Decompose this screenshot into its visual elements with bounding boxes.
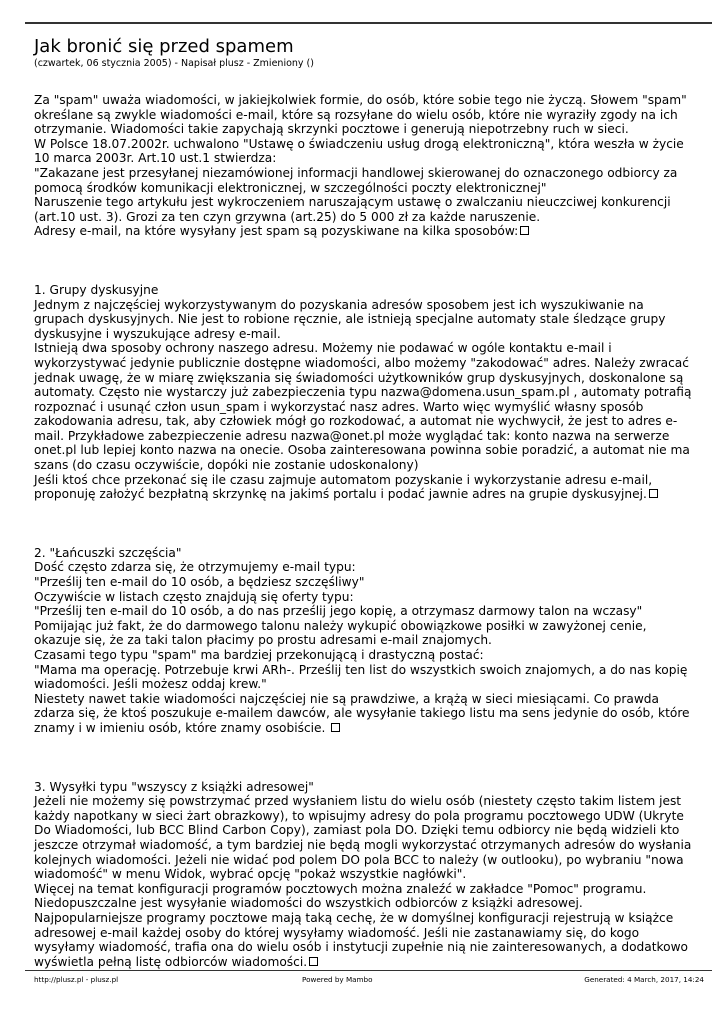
section-paragraph: "Prześlij ten e-mail do 10 osób, a do nas prześlij jego kopię, a otrzymasz darmowy talon na wczasy": [34, 604, 643, 619]
spacer: [34, 239, 694, 283]
intro-paragraph: [34, 224, 694, 239]
section-paragraph: Niedopuszczalne jest wysyłanie wiadomości do wszystkich odbiorców z książki adresowej.: [34, 896, 583, 911]
section-paragraph: [34, 911, 694, 969]
section-paragraph: "Mama ma operację. Potrzebuje krwi ARh-. Prześlij ten list do wszystkich swoich znajomych, a do nas kopię wiadomości. Jeśli możesz oddaj krew.": [34, 662, 688, 692]
section-paragraph: Jednym z najczęściej wykorzystywanym do pozyskania adresów sposobem jest ich wyszukiwanie na grupach dyskusyjnych. Nie jest to robione ręcznie, ale istnieją specjalne automaty stale śledzące grupy dyskusyjne i wyszukujące adresy e-mail.: [34, 297, 666, 341]
section-paragraph: Jeżeli nie możemy się powstrzymać przed wysłaniem listu do wielu osób (niestety często takim listem jest każdy napotkany w sieci żart obrazkowy), to wpisujmy adresy do pola programu pocztowego UDW (Ukryte Do Wiadomości, lub BCC Blind Carbon Copy), zamiast pola DO. Dzięki temu odbiorcy nie będą widzieli kto jeszcze otrzymał wiadomość, a tym bardziej nie będą mogli wykorzystać otrzymanych adresów do wysłania kolejnych wiadomości. Jeżeli nie widać pod polem DO pola BCC to należy (w outlooku), po wybraniu "nowa wiadomość" w menu Widok, wybrać opcję "pokaż wszystkie nagłówki".: [34, 794, 692, 882]
article-header: [34, 36, 704, 70]
section-paragraph: Dość często zdarza się, że otrzymujemy e-mail typu:: [34, 560, 356, 575]
section-heading: 3. Wysyłki typu "wszyscy z książki adresowej": [34, 779, 314, 794]
section-heading: 1. Grupy dyskusyjne: [34, 282, 159, 297]
article-meta: (czwartek, 06 stycznia 2005) - Napisał plusz - Zmieniony (): [34, 58, 314, 69]
placeholder-box-icon: [309, 957, 318, 966]
top-rule: [25, 22, 712, 24]
section-paragraph: [34, 692, 694, 736]
spacer: [34, 736, 694, 780]
placeholder-box-icon: [331, 723, 340, 732]
intro-section: [34, 93, 694, 239]
intro-paragraph: Za "spam" uważa wiadomości, w jakiejkolwiek formie, do osób, które sobie tego nie życzą. Słowem "spam" określane są zwykle wiadomości e-mail, które są rozsyłane do wielu osób, które nie wyraziły zgody na ich otrzymanie. Wiadomości takie zapychają skrzynki pocztowe i generują niepotrzebny ruch w sieci.: [34, 93, 687, 137]
section-paragraph-text: Niestety nawet takie wiadomości najczęściej nie są prawdziwe, a krążą w sieci miesiącami. Co prawda zdarza się, że ktoś poszukuje e-mailem dawców, ale wysyłanie takiego listu ma sens jedynie do osób, które znamy i w imieniu osób, które znamy osobiście.: [34, 691, 690, 735]
section-paragraph: [34, 473, 694, 502]
footer-site-link[interactable]: http://plusz.pl - plusz.pl: [34, 975, 119, 984]
section-discussion-groups: [34, 283, 694, 502]
section-paragraph-text: Najpopularniejsze programy pocztowe mają taką cechę, że w domyślnej konfiguracji rejestrują w książce adresowej e-mail każdej osoby do której wysyłamy wiadomość. Jeśli nie zastanawiamy się, do kogo wysyłamy wiadomość, trafia ona do wielu osób i instytucji zupełnie nią nie zainteresowanych, a dodatkowo wyświetla pełną listę odbiorców wiadomości.: [34, 910, 689, 969]
footer-generated-date: Generated: 4 March, 2017, 14:24: [584, 975, 704, 984]
intro-paragraph: W Polsce 18.07.2002r. uchwalono "Ustawę o świadczeniu usług drogą elektroniczną", która weszła w życie 10 marca 2003r. Art.10 ust.1 stwierdza:: [34, 136, 684, 166]
section-paragraph: Czasami tego typu "spam" ma bardziej przekonującą i drastyczną postać:: [34, 648, 484, 662]
placeholder-box-icon: [649, 489, 658, 498]
bottom-rule: [25, 970, 712, 971]
section-paragraph: Oczywiście w listach często znajdują się oferty typu:: [34, 589, 354, 604]
section-paragraph: Więcej na temat konfiguracji programów pocztowych można znaleźć w zakładce "Pomoc" programu.: [34, 881, 647, 896]
placeholder-box-icon: [520, 226, 529, 235]
section-address-book: [34, 780, 694, 970]
section-paragraph: "Prześlij ten e-mail do 10 osób, a będziesz szczęśliwy": [34, 575, 365, 590]
footer-powered-by: Powered by Mambo: [302, 975, 373, 984]
spacer: [34, 502, 694, 546]
section-paragraph: Pomijając już fakt, że do darmowego talonu należy wykupić obowiązkowe posiłki w zawyżonej cenie, okazuje się, że za taki talon płacimy po prostu adresami e-mail znajomych.: [34, 618, 647, 648]
section-paragraph: Istnieją dwa sposoby ochrony naszego adresu. Możemy nie podawać w ogóle kontaktu e-mail i wykorzystywać jedynie publicznie dostępne wiadomości, albo możemy "zakodować" adres. Należy zwracać jednak uwagę, że w miarę zwiększania się świadomości użytkowników grup dyskusyjnych, doskonalone są automaty. Często nie wystarczy już zabezpieczenia typu nazwa@domena.usun_spam.pl , automaty potrafią rozpoznać i usunąć człon usun_spam i wykorzystać nasz adres. Warto więc wymyślić własny sposób zakodowania adresu, tak, aby człowiek mógł go rozkodować, a automat nie wychwycił, że jest to adres e-mail. Przykładowe zabezpieczenie adresu nazwa@onet.pl może wyglądać tak: konto nazwa na serwerze onet.pl lub lepiej konto nazwa na onecie. Osoba zainteresowana powinna sobie poradzić, a automat nie ma szans (do czasu oczywiście, dopóki nie zostanie udoskonalony): [34, 341, 692, 473]
intro-paragraph: Naruszenie tego artykułu jest wykroczeniem naruszającym ustawę o zwalczaniu nieuczciwej konkurencji (art.10 ust. 3). Grozi za ten czyn grzywna (art.25) do 5 000 zł za każde naruszenie.: [34, 195, 671, 224]
section-heading: 2. "Łańcuszki szczęścia": [34, 545, 182, 560]
page-footer: [34, 975, 704, 985]
page-title: Jak bronić się przed spamem: [34, 36, 294, 57]
section-chain-letters: [34, 546, 694, 736]
section-paragraph-text: Jeśli ktoś chce przekonać się ile czasu zajmuje automatom pozyskanie i wykorzystanie adresu e-mail, proponuję założyć bezpłatną skrzynkę na jakimś portalu i podać jawnie adres na grupie dyskusyjnej.: [34, 472, 653, 502]
article-body: [34, 93, 694, 969]
intro-quote: "Zakazane jest przesyłanej niezamówionej informacji handlowej skierowanej do oznaczonego odbiorcy za pomocą środków komunikacji elektronicznej, w szczególności poczty elektronicznej": [34, 165, 678, 195]
intro-paragraph-text: Adresy e-mail, na które wysyłany jest spam są pozyskiwane na kilka sposobów:: [34, 224, 519, 239]
